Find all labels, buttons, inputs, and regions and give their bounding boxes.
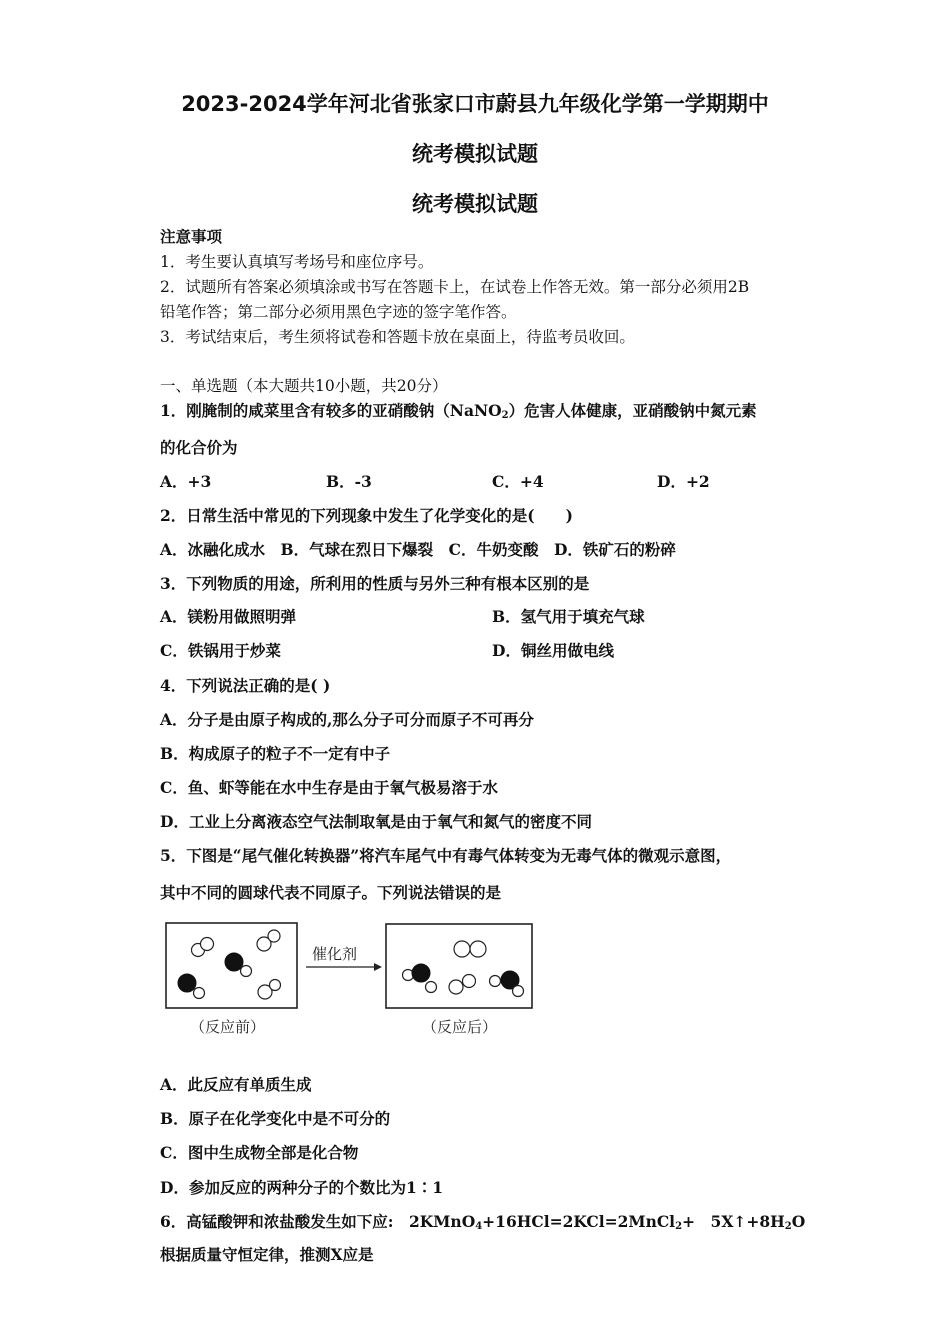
- question-1-option-d: D．+2: [657, 472, 710, 491]
- question-1-stem: 1．刚腌制的咸菜里含有较多的亚硝酸钠（NaNO$_2$）危害人体健康，亚硝酸钠中氮元素: [160, 401, 757, 421]
- black-atom: [178, 974, 196, 992]
- section-heading: 一、单选题（本大题共10小题，共20分）: [160, 377, 448, 395]
- notice-item-1: 1．考生要认真填写考场号和座位序号。: [160, 253, 434, 271]
- page-title-line-2: 统考模拟试题: [412, 142, 538, 166]
- notice-item-2a: 2．试题所有答案必须填涂或书写在答题卡上，在试卷上作答无效。第一部分必须用2B: [160, 278, 750, 296]
- reaction-arrow-head: [374, 963, 382, 971]
- question-2-options: A．冰融化成水 B．气球在烈日下爆裂 C．牛奶变酸 D．铁矿石的粉碎: [160, 540, 676, 559]
- catalytic-converter-diagram: [160, 915, 540, 1036]
- question-4-option-c: C．鱼、虾等能在水中生存是由于氧气极易溶于水: [160, 778, 498, 797]
- question-5-option-b: B．原子在化学变化中是不可分的: [160, 1109, 391, 1128]
- question-1-option-c: C．+4: [492, 472, 544, 491]
- question-3-stem: 3．下列物质的用途，所利用的性质与另外三种有根本区别的是: [160, 574, 590, 593]
- notice-heading: 注意事项: [160, 227, 223, 246]
- notice-item-2b: 铅笔作答；第二部分必须用黑色字迹的签字笔作答。: [160, 303, 517, 321]
- page-title-line-3: 统考模拟试题: [412, 192, 538, 216]
- question-6-stem: 6．高锰酸钾和浓盐酸发生如下应: 2KMnO$_4$+16HCl=2KCl=2MnCl$_2$+ $5X↑+8H_2O$: [160, 1212, 806, 1232]
- question-5-option-c: C．图中生成物全部是化合物: [160, 1143, 359, 1162]
- notice-item-3: 3．考试结束后，考生须将试卷和答题卡放在桌面上，待监考员收回。: [160, 328, 635, 346]
- question-3-option-d: D．铜丝用做电线: [492, 641, 614, 660]
- question-3-option-c: C．铁锅用于炒菜: [160, 641, 281, 660]
- after-label: （反应后）: [422, 1018, 498, 1036]
- question-2-stem: 2．日常生活中常见的下列现象中发生了化学变化的是( ): [160, 506, 573, 525]
- after-box: [386, 924, 532, 1008]
- white-atom: [470, 941, 486, 957]
- white-atom: [454, 941, 470, 957]
- question-1-option-b: B．-3: [326, 472, 372, 491]
- white-atom: [513, 986, 524, 997]
- white-atom: [270, 980, 281, 991]
- white-atom: [463, 975, 476, 988]
- white-atom: [241, 966, 252, 977]
- question-4-stem: 4．下列说法正确的是( ): [160, 676, 331, 695]
- question-5-stem-cont: 其中不同的圆球代表不同原子。下列说法错误的是: [160, 883, 502, 902]
- page-title-line-1: 2023-2024学年河北省张家口市蔚县九年级化学第一学期期中: [181, 92, 769, 116]
- catalyst-label: 催化剂: [312, 945, 358, 963]
- before-label: （反应前）: [190, 1018, 266, 1036]
- white-atom: [449, 980, 463, 994]
- question-5-option-a: A．此反应有单质生成: [160, 1075, 312, 1094]
- question-1-stem-cont: 的化合价为: [160, 438, 238, 457]
- question-1-option-a: A．+3: [160, 472, 212, 491]
- white-atom: [426, 982, 437, 993]
- white-atom: [490, 976, 501, 987]
- question-5-option-d: D．参加反应的两种分子的个数比为1∶1: [160, 1178, 444, 1197]
- white-atom: [201, 938, 214, 951]
- question-4-option-b: B．构成原子的粒子不一定有中子: [160, 744, 391, 763]
- question-6-stem-cont: 根据质量守恒定律，推测X应是: [160, 1245, 374, 1264]
- question-3-option-a: A．镁粉用做照明弹: [160, 607, 297, 626]
- white-atom: [194, 988, 205, 999]
- black-atom: [225, 953, 243, 971]
- question-4-option-d: D．工业上分离液态空气法制取氧是由于氧气和氮气的密度不同: [160, 812, 592, 831]
- question-5-stem: 5．下图是“尾气催化转换器”将汽车尾气中有毒气体转变为无毒气体的微观示意图，: [160, 846, 732, 865]
- white-atom: [268, 930, 280, 942]
- black-atom: [412, 964, 430, 982]
- question-3-option-b: B．氢气用于填充气球: [492, 607, 645, 626]
- question-4-option-a: A．分子是由原子构成的,那么分子可分而原子不可再分: [160, 710, 534, 729]
